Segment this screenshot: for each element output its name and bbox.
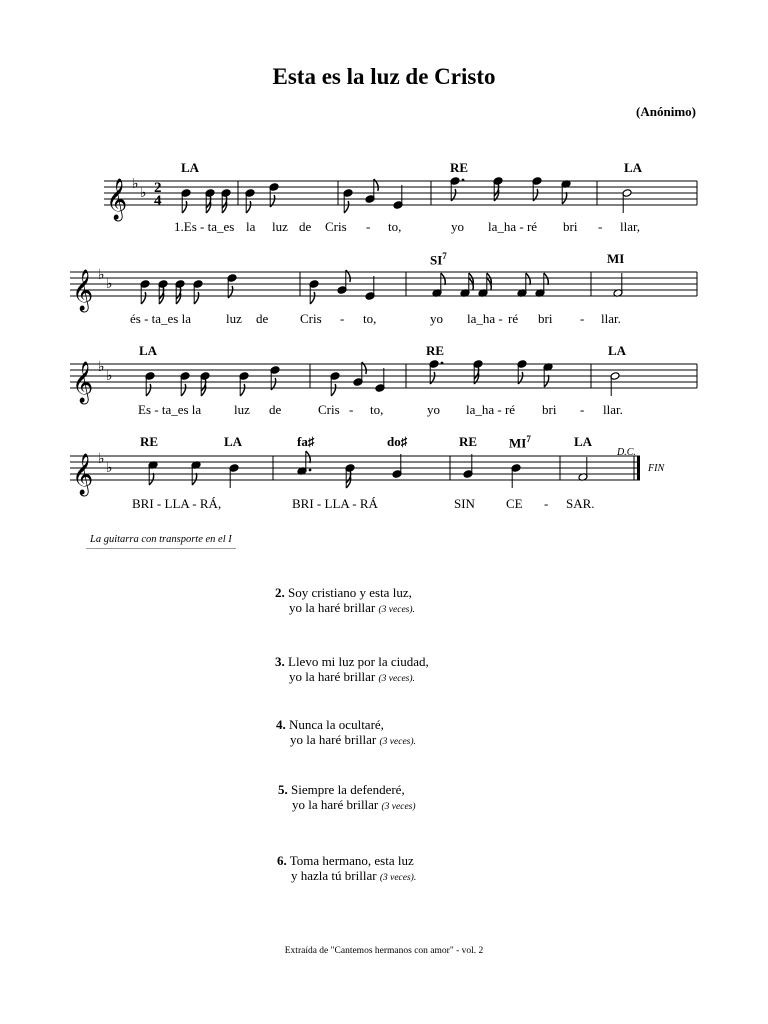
flat-sign-icon: ♭ xyxy=(140,185,147,202)
lyric-syllable: bri xyxy=(538,311,553,326)
note-flag xyxy=(544,273,549,285)
note-flag xyxy=(331,384,336,396)
lyric-syllable: Cris xyxy=(318,402,340,417)
lyric-syllable: BRI - LLA - RÁ xyxy=(292,496,378,511)
chord-la: LA xyxy=(608,343,627,358)
treble-clef-icon: 𝄞 xyxy=(72,362,94,403)
lyric-syllable: Cris xyxy=(300,311,322,326)
treble-clef-icon: 𝄞 xyxy=(72,270,94,311)
chord-mi7: $MI^7$ xyxy=(509,434,531,451)
note-dot xyxy=(462,179,465,182)
note-flag xyxy=(306,451,311,463)
flat-sign-icon: ♭ xyxy=(98,267,105,284)
lyric-syllable: de xyxy=(299,219,312,234)
chord-fa-sharp: fa♯ xyxy=(297,434,315,449)
repeat-note: (3 veces) xyxy=(381,802,416,812)
note-flag xyxy=(246,201,251,213)
note-flag xyxy=(149,473,154,485)
lyric-syllable: Cris xyxy=(325,219,347,234)
note-flag xyxy=(182,201,187,213)
note-flag xyxy=(441,273,446,285)
lyric-syllable: luz xyxy=(234,402,250,417)
lyric-syllable: bri xyxy=(563,219,578,234)
repeat-note: (3 veces). xyxy=(379,737,416,747)
treble-clef-icon: 𝄞 xyxy=(106,179,128,220)
verse-number: 3. xyxy=(275,654,285,669)
source-footer: Extraída de "Cantemos hermanos con amor" - vol. 2 xyxy=(284,946,484,956)
lyric-syllable: luz xyxy=(226,311,242,326)
verse-6 xyxy=(277,853,416,886)
time-signature-top: 2 xyxy=(154,180,162,196)
lyric-syllable: SAR. xyxy=(566,496,595,511)
flat-sign-icon: ♭ xyxy=(106,368,113,385)
verse-5 xyxy=(278,782,416,815)
lyric-syllable: de xyxy=(269,402,282,417)
flat-sign-icon: ♭ xyxy=(132,176,139,193)
page-title: Esta es la luz de Cristo xyxy=(272,64,496,89)
note-flag xyxy=(562,192,567,204)
verse-number: 6. xyxy=(277,853,287,868)
chord-re: RE xyxy=(426,343,445,358)
time-signature-bottom: 4 xyxy=(154,193,162,209)
note-flag xyxy=(344,201,349,213)
chord-la: LA xyxy=(181,160,200,175)
note-flag xyxy=(526,273,531,285)
repeat-note: (3 veces). xyxy=(379,873,417,883)
note-dot xyxy=(441,362,444,365)
flat-sign-icon: ♭ xyxy=(98,359,105,376)
lyric-syllable: - xyxy=(544,496,549,511)
repeat-note: (3 veces). xyxy=(378,605,415,615)
lyric-syllable: to, xyxy=(370,402,384,417)
note-dot xyxy=(309,469,312,472)
lyric-syllable: - xyxy=(366,219,371,234)
flat-sign-icon: ♭ xyxy=(106,276,113,293)
lyric-syllable: de xyxy=(256,311,269,326)
verse-line: yo la haré brillar xyxy=(292,797,379,812)
verse-number: 4. xyxy=(276,717,286,732)
chord-si7: $SI^7$ xyxy=(430,251,447,268)
flat-sign-icon: ♭ xyxy=(98,451,105,468)
note-flag xyxy=(146,384,151,396)
note-flag xyxy=(181,384,186,396)
verse-line: yo la haré brillar xyxy=(289,669,376,684)
guitar-transpose-note: La guitarra con transporte en el I xyxy=(86,534,236,549)
chord-re: RE xyxy=(140,434,159,449)
lyric-syllable: Es - ta_es la xyxy=(138,402,202,417)
chord-re: RE xyxy=(459,434,478,449)
lyric-syllable: - xyxy=(598,219,603,234)
verse-line: Siempre la defenderé, xyxy=(291,782,405,797)
fine-marking: FIN xyxy=(648,463,665,474)
chord-mi: MI xyxy=(607,251,625,266)
lyric-syllable: la_ha - ré xyxy=(488,219,538,234)
lyric-syllable: SIN xyxy=(454,496,475,511)
lyric-syllable: - xyxy=(580,311,585,326)
lyric-syllable: la_ha - xyxy=(467,311,503,326)
repeat-note: (3 veces). xyxy=(378,674,415,684)
lyric-syllable: llar, xyxy=(620,219,641,234)
verse-line: yo la haré brillar xyxy=(290,732,377,747)
verse-line: Llevo mi luz por la ciudad, xyxy=(288,654,429,669)
lyric-syllable: llar. xyxy=(603,402,623,417)
verse-4 xyxy=(276,717,416,750)
lyric-syllable: és - ta_es la xyxy=(130,311,192,326)
final-barline xyxy=(637,456,640,480)
lyric-syllable: la xyxy=(246,219,256,234)
lyric-syllable: - xyxy=(349,402,354,417)
flat-sign-icon: ♭ xyxy=(106,460,113,477)
lyric-syllable: 1.Es - ta_es xyxy=(174,219,235,234)
note-flag xyxy=(141,292,146,304)
lyric-syllable: CE xyxy=(506,496,523,511)
note-flag xyxy=(544,375,549,387)
treble-clef-icon: 𝄞 xyxy=(72,454,94,495)
lyric-syllable: yo xyxy=(427,402,440,417)
lyric-syllable: bri xyxy=(542,402,557,417)
lyric-syllable: - xyxy=(340,311,345,326)
lyric-syllable: - xyxy=(580,402,585,417)
chord-la: LA xyxy=(224,434,243,449)
lyric-syllable: luz xyxy=(272,219,288,234)
chord-la: LA xyxy=(574,434,593,449)
chord-re: RE xyxy=(450,160,469,175)
chord-la: LA xyxy=(624,160,643,175)
note-flag xyxy=(240,384,245,396)
da-capo-marking: D.C. xyxy=(617,447,636,458)
note-flag xyxy=(192,473,197,485)
chord-do-sharp: do♯ xyxy=(387,434,408,449)
lyric-syllable: to, xyxy=(388,219,402,234)
lyric-syllable: ré xyxy=(508,311,519,326)
lyric-syllable: yo xyxy=(430,311,443,326)
lyric-syllable: to, xyxy=(363,311,377,326)
verse-3 xyxy=(275,654,429,687)
verse-line: Nunca la ocultaré, xyxy=(289,717,384,732)
verse-line: y hazla tú brillar xyxy=(291,868,377,883)
verse-line: Soy cristiano y esta luz, xyxy=(288,585,412,600)
verse-number: 5. xyxy=(278,782,288,797)
composer-credit: (Anónimo) xyxy=(636,104,696,119)
note-flag xyxy=(310,292,315,304)
lyric-syllable: BRI - LLA - RÁ, xyxy=(132,496,222,511)
note-flag xyxy=(194,292,199,304)
lyric-syllable: yo xyxy=(451,219,464,234)
verse-2 xyxy=(275,585,415,618)
verse-line: yo la haré brillar xyxy=(289,600,376,615)
verse-number: 2. xyxy=(275,585,285,600)
lyric-syllable: la_ha - ré xyxy=(466,402,516,417)
chord-la: LA xyxy=(139,343,158,358)
verse-line: Toma hermano, esta luz xyxy=(289,853,414,868)
lyric-syllable: llar. xyxy=(601,311,621,326)
